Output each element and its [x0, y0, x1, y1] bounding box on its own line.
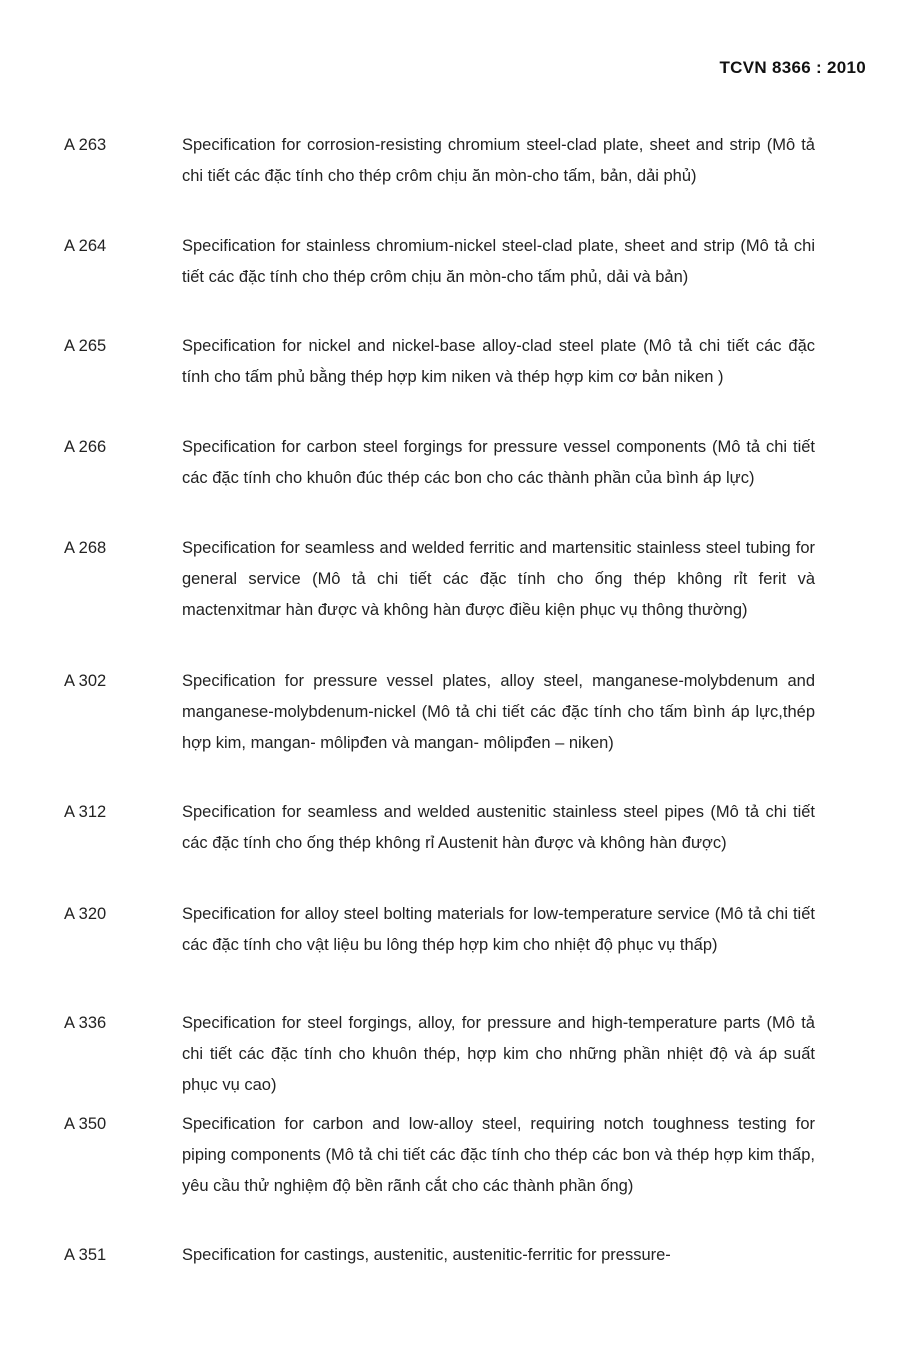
spec-description: Specification for steel forgings, alloy, for pressure and high-temperature parts (Mô tả chi tiết các đặc tính cho khuôn thép, hợp kim cho những phần nhiệt độ và áp suất phục vụ cao)	[182, 1014, 815, 1094]
spec-code: A 350	[64, 1115, 107, 1133]
spec-code: A 320	[64, 905, 107, 923]
spec-code: A 336	[64, 1014, 107, 1032]
spec-code: A 265	[64, 337, 107, 355]
spec-description: Specification for corrosion-resisting chromium steel-clad plate, sheet and strip (Mô tả chi tiết các đặc tính cho thép crôm chịu ăn mòn-cho tấm, bản, dải phủ)	[182, 136, 815, 185]
standard-number: TCVN 8366 : 2010	[719, 58, 866, 77]
spec-code: A 263	[64, 136, 107, 154]
spec-code: A 266	[64, 438, 107, 456]
spec-description: Specification for seamless and welded ferritic and martensitic stainless steel tubing for general service (Mô tả chi tiết các đặc tính cho ống thép không rỉt ferit và mactenxitmar hàn được và không hàn được điều kiện phục vụ thông thường)	[182, 539, 815, 619]
spec-description: Specification for alloy steel bolting materials for low-temperature service (Mô tả chi tiết các đặc tính cho vật liệu bu lông thép hợp kim cho nhiệt độ phục vụ thấp)	[182, 905, 815, 954]
spec-description: Specification for carbon and low-alloy steel, requiring notch toughness testing for piping components (Mô tả chi tiết các đặc tính cho thép các bon và thép hợp kim thấp, yêu cầu thử nghiệm độ bền rãnh cắt cho các thành phần ống)	[182, 1115, 815, 1195]
spec-code: A 264	[64, 237, 107, 255]
spec-code: A 302	[64, 672, 107, 690]
spec-description: Specification for pressure vessel plates, alloy steel, manganese-molybdenum and manganese-molybdenum-nickel (Mô tả chi tiết các đặc tính cho tấm bình áp lực,thép hợp kim, mangan- môlipđen và mangan- môlipđen – niken)	[182, 672, 815, 752]
spec-code: A 351	[64, 1246, 107, 1264]
spec-description: Specification for stainless chromium-nickel steel-clad plate, sheet and strip (Mô tả chi tiết các đặc tính cho thép crôm chịu ăn mòn-cho tấm phủ, dải và bản)	[182, 237, 815, 286]
spec-description: Specification for castings, austenitic, austenitic-ferritic for pressure-	[182, 1246, 671, 1264]
spec-description: Specification for carbon steel forgings for pressure vessel components (Mô tả chi tiết các đặc tính cho khuôn đúc thép các bon cho các thành phần của bình áp lực)	[182, 438, 815, 487]
spec-code: A 268	[64, 539, 107, 557]
spec-description: Specification for seamless and welded austenitic stainless steel pipes (Mô tả chi tiết các đặc tính cho ống thép không rỉ Austenit hàn được và không hàn được)	[182, 803, 815, 852]
spec-description: Specification for nickel and nickel-base alloy-clad steel plate (Mô tả chi tiết các đặc tính cho tấm phủ bằng thép hợp kim niken và thép hợp kim cơ bản niken )	[182, 337, 815, 386]
spec-code: A 312	[64, 803, 107, 821]
